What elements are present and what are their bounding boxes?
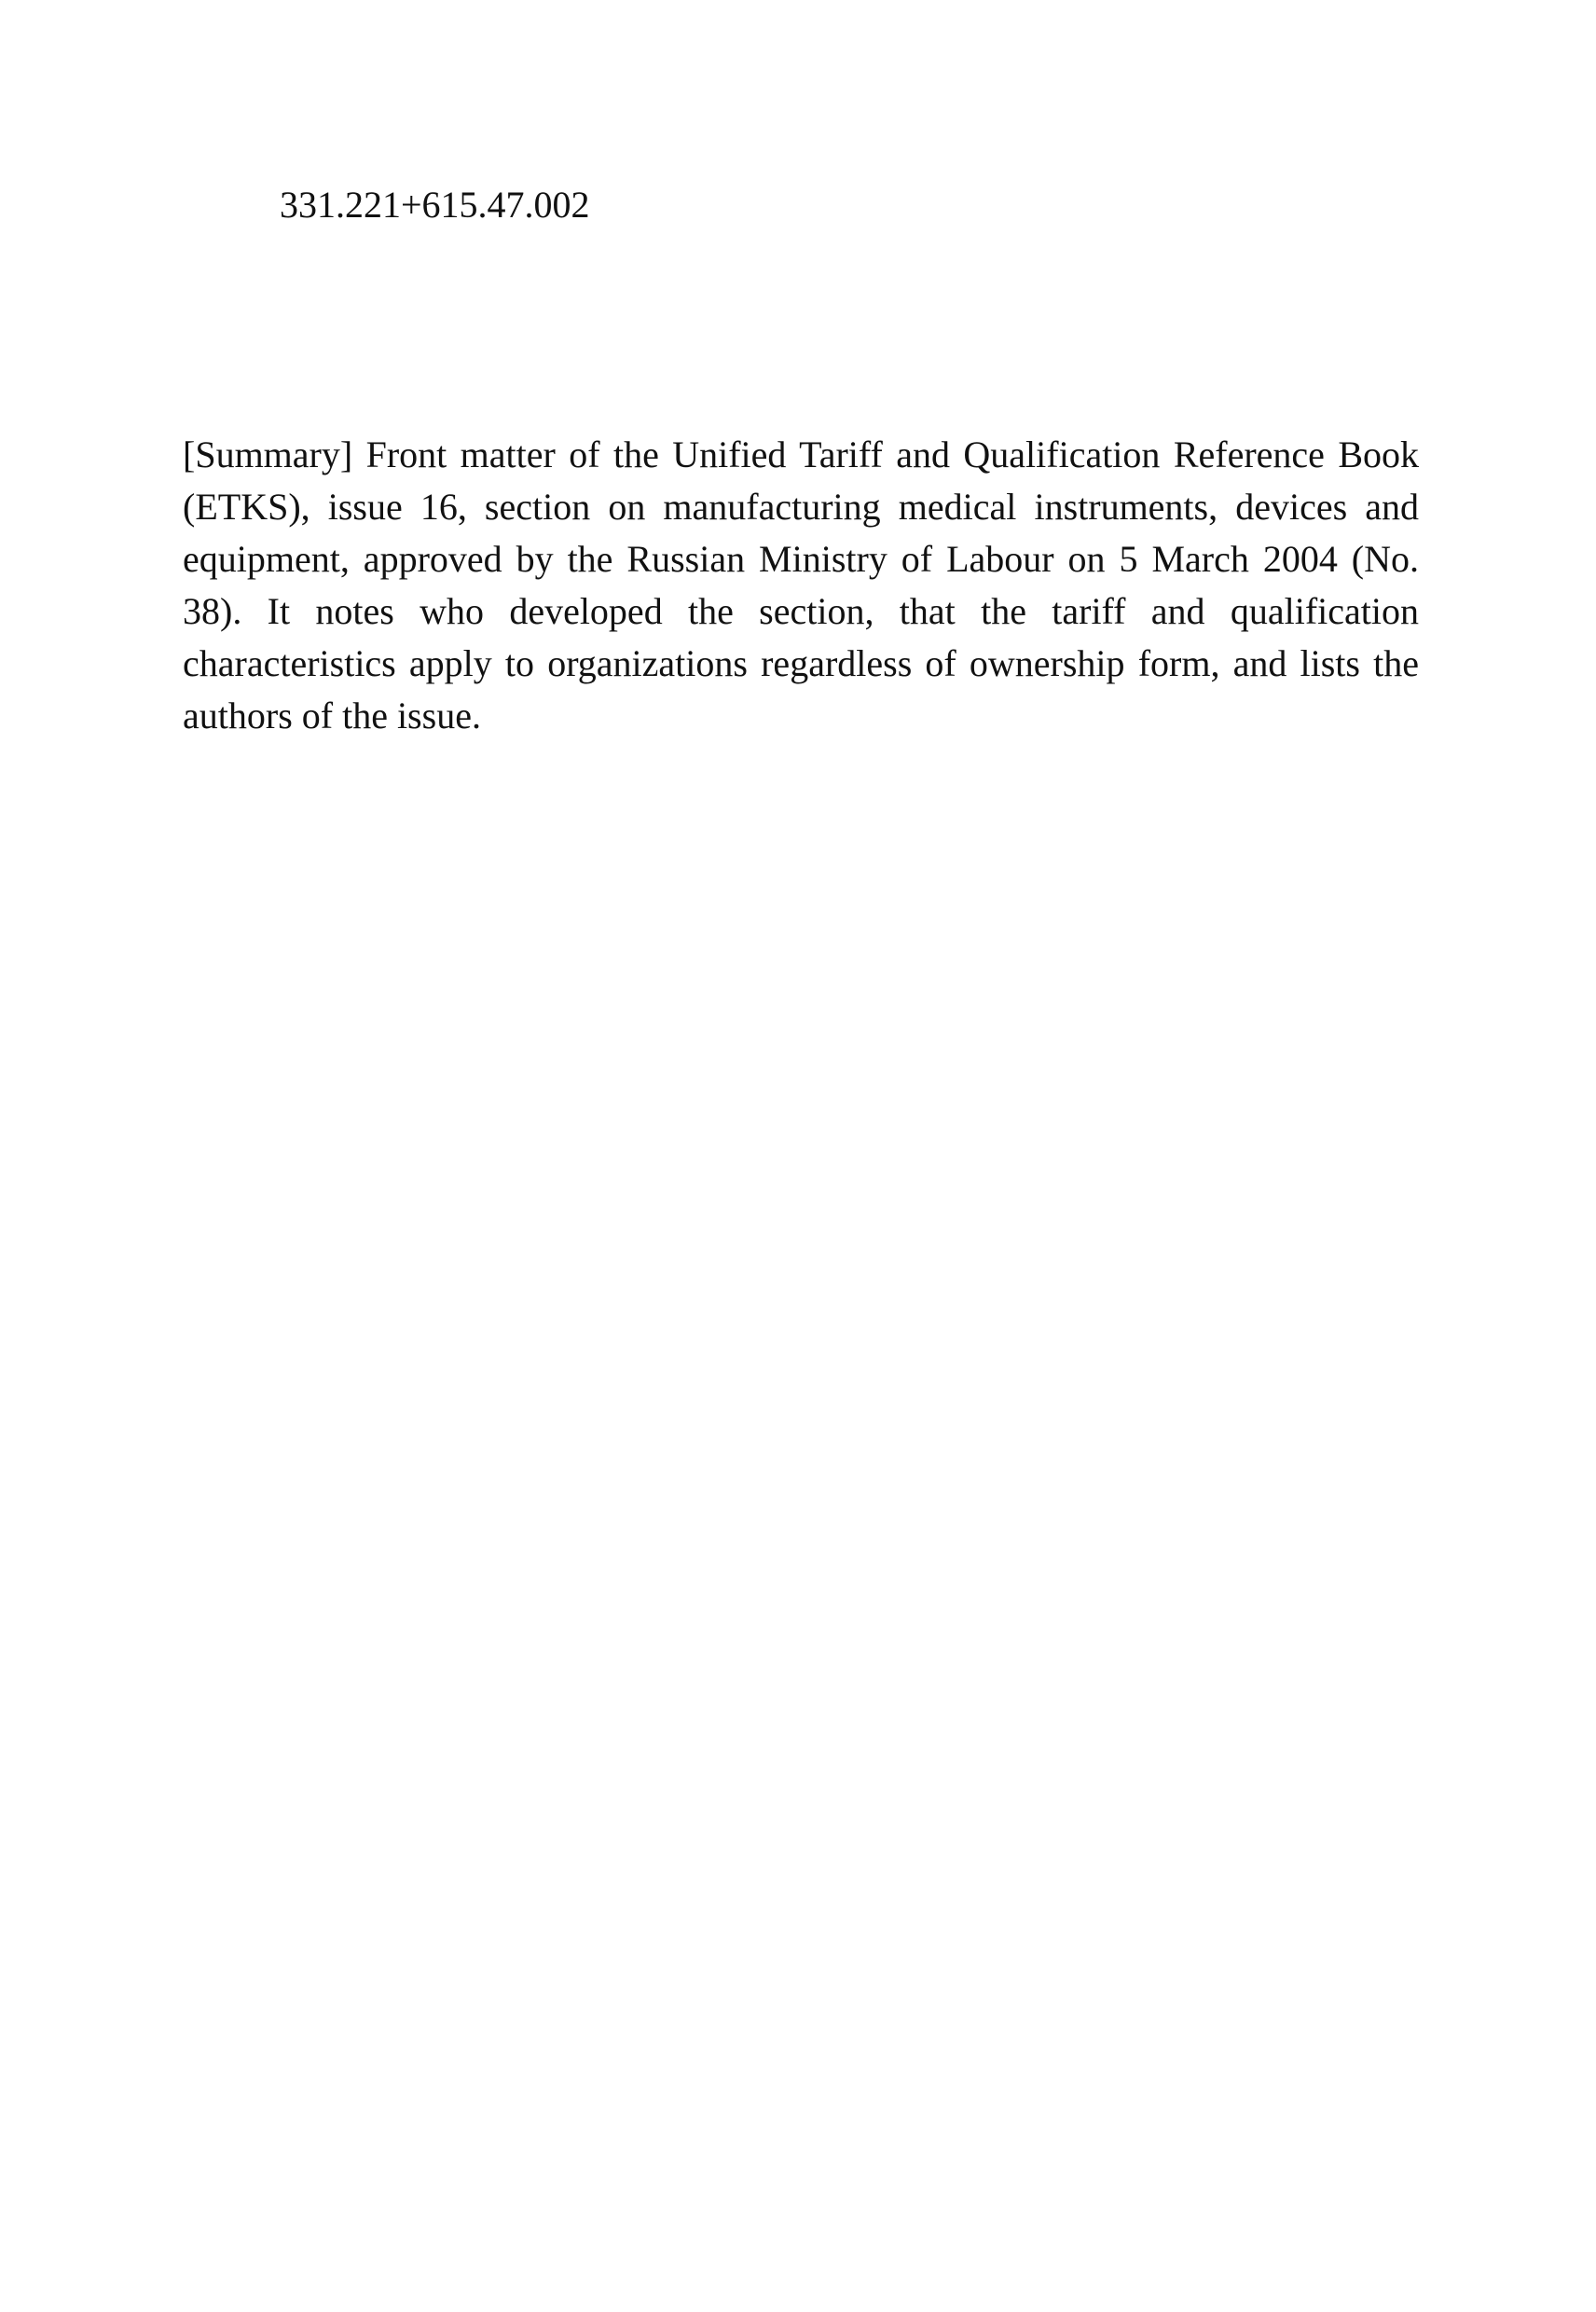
udc-code: 331.221+615.47.002 (280, 184, 590, 226)
content-summary: [Summary] Front matter of the Unified Tariff and Qualification Reference Book (ETKS), issue 16, section on manufacturing medical instruments, devices and equipment, approved by the Russian Ministry of Labour on 5 March 2004 (No. 38). It notes who developed the section, that the tariff and qualification characteristics apply to organizations regardless of ownership form, and lists the authors of the issue. (183, 434, 1419, 736)
